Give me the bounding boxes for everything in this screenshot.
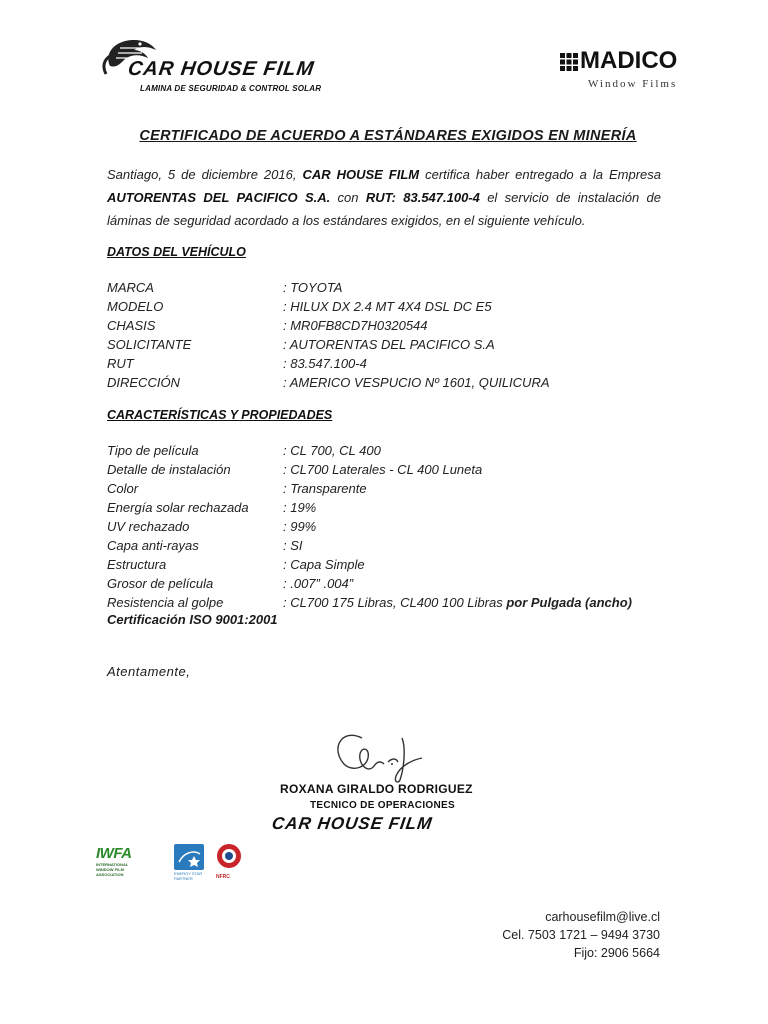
certification-line: Certificación ISO 9001:2001 — [107, 612, 278, 627]
logo-name: CAR HOUSE FILM — [126, 58, 316, 80]
nfrc-logo — [216, 843, 244, 883]
logo-tagline: LAMINA DE SEGURIDAD & CONTROL SOLAR — [140, 84, 322, 93]
signer-role: TECNICO DE OPERACIONES — [310, 800, 455, 811]
row-value: : 99% — [283, 519, 317, 534]
row-key: RUT — [107, 356, 134, 371]
signer-company: CAR HOUSE FILM — [270, 814, 434, 833]
intro-text: certifica haber entregado a la Empresa — [419, 167, 661, 182]
intro-client: AUTORENTAS DEL PACIFICO S.A. — [107, 190, 331, 205]
document-title: CERTIFICADO DE ACUERDO A ESTÁNDARES EXIGIDOS EN MINERÍA — [139, 128, 637, 144]
iwfa-text: IWFA — [96, 845, 132, 862]
row-key: Tipo de película — [107, 443, 199, 458]
intro-paragraph — [107, 163, 661, 232]
intro-company: CAR HOUSE FILM — [302, 167, 420, 182]
madico-logo — [560, 47, 680, 96]
row-value: : CL 700, CL 400 — [283, 443, 381, 458]
row-value — [283, 593, 632, 612]
row-key: Grosor de película — [107, 576, 214, 591]
row-value: : HILUX DX 2.4 MT 4X4 DSL DC E5 — [283, 299, 492, 314]
row-value: : CL700 Laterales - CL 400 Luneta — [283, 462, 483, 477]
intro-rut: RUT: 83.547.100-4 — [365, 190, 480, 205]
row-key: Capa anti-rayas — [107, 538, 199, 553]
value-text: : CL700 175 Libras, CL400 100 Libras — [283, 595, 507, 610]
row-key: Color — [107, 481, 139, 496]
row-value: : 19% — [283, 500, 317, 515]
vehicle-section-heading: DATOS DEL VEHÍCULO — [107, 245, 246, 259]
grid-icon — [560, 53, 578, 71]
row-key: Resistencia al golpe — [107, 595, 224, 610]
closing-text: Atentamente, — [107, 664, 191, 679]
properties-section-heading: CARACTERÍSTICAS Y PROPIEDADES — [107, 408, 333, 422]
contact-block — [502, 908, 660, 962]
row-value: : Capa Simple — [283, 557, 365, 572]
madico-name: MADICO — [580, 47, 678, 74]
row-value: : Transparente — [283, 481, 367, 496]
row-key: Detalle de instalación — [107, 462, 231, 477]
intro-text: Santiago, 5 de diciembre 2016, — [107, 167, 303, 182]
row-key: MODELO — [107, 299, 164, 314]
madico-subtitle: Window Films — [588, 78, 678, 90]
contact-email[interactable]: carhousefilm@live.cl — [545, 910, 660, 924]
row-value: : MR0FB8CD7H0320544 — [283, 318, 428, 333]
iwfa-logo — [96, 845, 166, 887]
value-bold: por Pulgada (ancho) — [506, 595, 632, 610]
row-key: CHASIS — [107, 318, 156, 333]
contact-cel: Cel. 7503 1721 – 9494 3730 — [502, 928, 660, 942]
energy-star-icon — [174, 844, 204, 870]
contact-fijo: Fijo: 2906 5664 — [573, 946, 660, 960]
row-key: SOLICITANTE — [107, 337, 192, 352]
nfrc-text: NFRC — [216, 874, 230, 880]
row-value: : 83.547.100-4 — [283, 356, 367, 371]
row-key: Estructura — [107, 557, 167, 572]
row-key: Energía solar rechazada — [107, 500, 249, 515]
row-value: : AUTORENTAS DEL PACIFICO S.A — [283, 337, 495, 352]
car-house-film-logo — [100, 36, 340, 100]
row-value: : AMERICO VESPUCIO Nº 1601, QUILICURA — [283, 375, 550, 390]
energy-star-text: ENERGY STAR PARTNER — [174, 871, 203, 881]
row-value: : .007” .004” — [283, 576, 354, 591]
signer-name: ROXANA GIRALDO RODRIGUEZ — [280, 782, 473, 796]
energy-star-logo — [174, 844, 204, 884]
nfrc-icon — [216, 843, 242, 869]
certification-badges — [96, 840, 256, 890]
row-key: DIRECCIÓN — [107, 375, 180, 390]
iwfa-subtext: INTERNATIONAL WINDOW FILM ASSOCIATION — [96, 862, 129, 877]
intro-text: con — [330, 190, 366, 205]
intro-text: el servicio de instalación de láminas de seguridad acordado a los estándares exigidos, en el siguiente vehículo. — [107, 190, 662, 228]
row-key: MARCA — [107, 280, 154, 295]
row-value: : TOYOTA — [283, 280, 343, 295]
row-value: : SI — [283, 538, 303, 553]
row-key: UV rechazado — [107, 519, 190, 534]
signature-block — [272, 718, 494, 836]
signature-scribble-icon — [322, 718, 432, 788]
